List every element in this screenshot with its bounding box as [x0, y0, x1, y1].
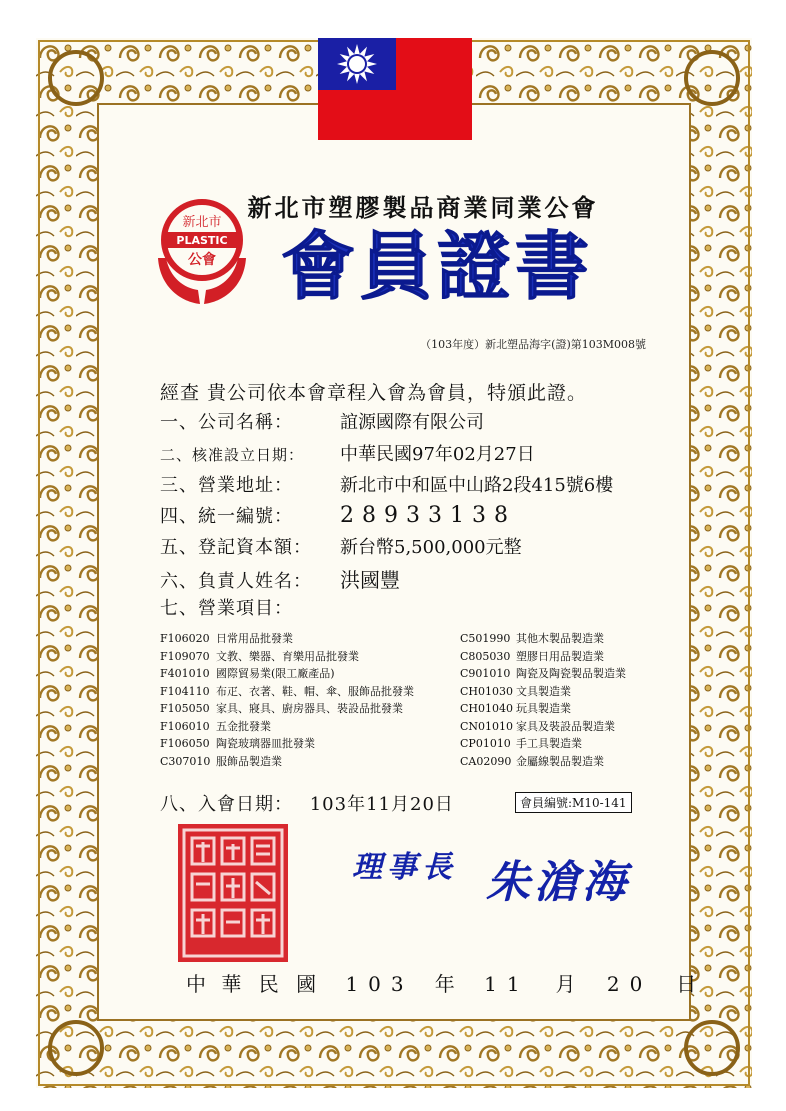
list-item: CN01010 家具及裝設品製造業 [460, 719, 615, 733]
field-label: 五、登記資本額： [160, 537, 312, 558]
field-responsible-person [160, 564, 400, 593]
field-label: 二、核准設立日期： [160, 446, 305, 464]
logo-top-text: 新北市 [182, 215, 222, 230]
logo-middle-text: PLASTIC [176, 234, 228, 247]
join-date-label: 八、入會日期： [160, 794, 293, 815]
list-item: CH01040 玩具製造業 [460, 702, 571, 715]
list-item: F109070 文教、樂器、育樂用品批發業 [160, 649, 359, 663]
preamble-text: 經查 貴公司依本會章程入會為會員，特頒此證。 [160, 382, 588, 404]
list-item: C901010 陶瓷及陶瓷製品製造業 [460, 667, 626, 680]
national-flag [318, 38, 472, 140]
association-logo [152, 198, 252, 308]
field-label: 三、營業地址： [160, 475, 293, 496]
business-items-right [460, 630, 626, 770]
field-company-name [160, 408, 484, 434]
join-date-value: 103年11月20日 [309, 794, 454, 815]
list-item: CA02090 金屬線製品製造業 [460, 754, 604, 768]
list-item: C805030 塑膠日用品製造業 [460, 649, 604, 663]
list-item: F105050 家具、寢具、廚房器具、裝設品批發業 [160, 702, 403, 715]
list-item: F106010 五金批發業 [160, 719, 271, 733]
list-item: F106020 日常用品批發業 [160, 632, 293, 645]
list-item: F106050 陶瓷玻璃器皿批發業 [160, 737, 315, 750]
member-number-box: 會員編號:M10-141 [515, 792, 632, 813]
list-item: C501990 其他木製品製造業 [460, 632, 604, 645]
field-business-address [160, 471, 613, 497]
issue-date: 中 華 民 國 103 年 11 月 20 日 [186, 972, 698, 996]
chairman-signature: 朱滄海 [486, 857, 630, 908]
certificate-title: 會員證書 [281, 224, 593, 310]
field-business-items [160, 594, 340, 620]
list-item: F401010 國際貿易業(限工廠產品) [160, 667, 335, 680]
field-value: 28933138 [340, 503, 516, 528]
list-item: C307010 服飾品製造業 [160, 754, 282, 768]
association-name: 新北市塑膠製品商業同業公會 [247, 194, 599, 222]
field-label: 四、統一編號： [160, 506, 293, 527]
join-date [160, 790, 454, 816]
list-item: CP01010 手工具製造業 [460, 737, 582, 750]
field-value: 誼源國際有限公司 [340, 412, 484, 433]
field-label: 六、負責人姓名： [160, 571, 312, 592]
association-seal [178, 824, 288, 962]
field-value: 新台幣5,500,000元整 [340, 537, 522, 558]
certificate-number: （103年度）新北塑品海字(證)第103M008號 [420, 338, 646, 351]
field-label: 七、營業項目： [160, 598, 293, 619]
field-registered-capital [160, 533, 522, 559]
list-item: F104110 布疋、衣著、鞋、帽、傘、服飾品批發業 [160, 684, 414, 698]
logo-bottom-text: 公會 [188, 252, 216, 268]
field-value: 中華民國97年02月27日 [340, 444, 535, 465]
list-item: CH01030 文具製造業 [460, 684, 571, 698]
business-items-left [160, 630, 414, 770]
field-value: 新北市中和區中山路2段415號6樓 [340, 475, 614, 496]
field-label: 一、公司名稱： [160, 412, 293, 433]
chairman-title: 理事長 [352, 850, 457, 885]
field-value: 洪國豐 [340, 568, 400, 592]
field-unified-number [160, 502, 516, 528]
field-established-date [160, 440, 535, 466]
